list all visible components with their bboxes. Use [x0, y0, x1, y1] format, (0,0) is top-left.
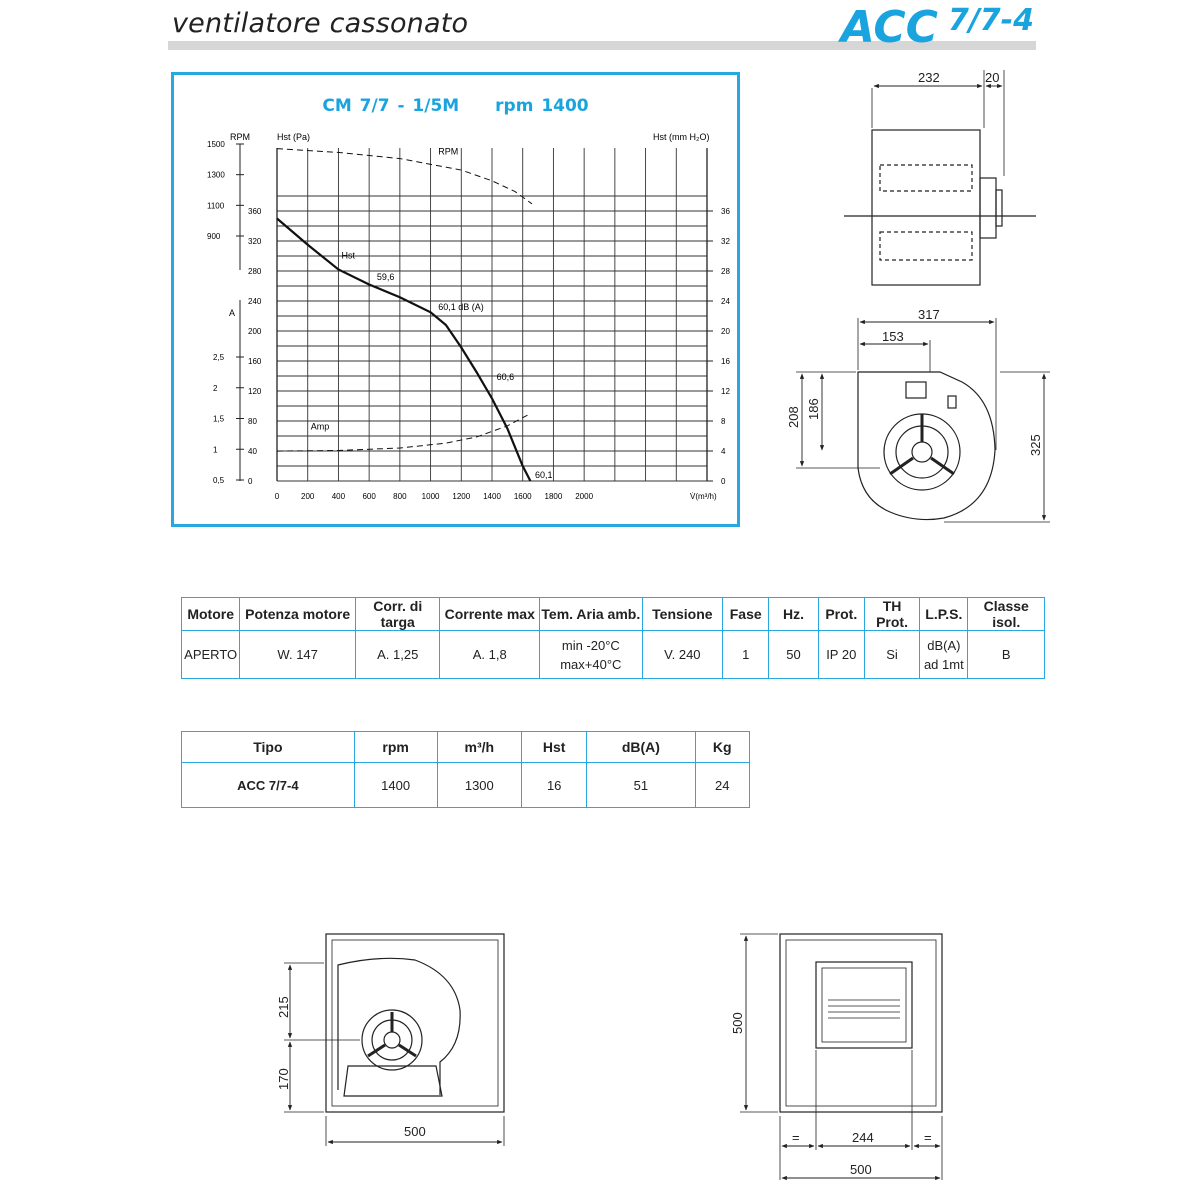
- cell-rpm: 1400: [354, 763, 437, 808]
- dim-20: 20: [985, 70, 1000, 85]
- col-corr-targa: Corr. di targa: [355, 598, 439, 631]
- fan-top-impeller-bottom: [880, 232, 972, 260]
- fan-front-spoke-2: [890, 458, 913, 474]
- cell-fase: 1: [723, 631, 769, 679]
- amp-tick-label: 2: [213, 383, 218, 393]
- col-th-prot: TH Prot.: [864, 598, 919, 631]
- hst-mm-tick-label: 24: [721, 297, 730, 306]
- box-front-view: [284, 934, 504, 1146]
- cell-temp-min: min -20°C: [561, 637, 620, 653]
- x-tick-label: 600: [362, 492, 376, 501]
- hst-mm-tick-label: 20: [721, 327, 730, 336]
- amp-axis-label: A: [229, 308, 236, 318]
- series-rpm-label: RPM: [438, 146, 459, 157]
- hst-mm-tick-label: 0: [721, 477, 726, 486]
- col-db: dB(A): [587, 732, 695, 763]
- cell-kg: 24: [695, 763, 749, 808]
- hst-tick-label: 200: [248, 327, 262, 336]
- chart-annotation: 60,1 dB (A): [438, 302, 484, 312]
- dim-170: 170: [276, 1068, 291, 1090]
- cell-potenza: W. 147: [240, 631, 356, 679]
- box-side-impeller: [828, 1000, 900, 1018]
- dim-eq-left: =: [792, 1130, 800, 1145]
- hst-tick-label: 360: [248, 207, 262, 216]
- box-front-scroll: [338, 958, 460, 1095]
- series-hst-label: Hst: [341, 250, 355, 261]
- series-amp-label: Amp: [310, 421, 330, 432]
- hst-tick-label: 120: [248, 387, 262, 396]
- dim-244: 244: [852, 1130, 874, 1145]
- dim-208: 208: [786, 406, 801, 428]
- model-code-sub: 7/7-4: [947, 3, 1034, 38]
- x-tick-label: 800: [393, 492, 407, 501]
- fan-top-view: [844, 70, 1036, 285]
- x-tick-label: 400: [331, 492, 346, 501]
- fan-front-view: [796, 318, 1050, 522]
- box-front-hub: [384, 1032, 400, 1048]
- cell-lps-distance: ad 1mt: [923, 656, 964, 672]
- hst-mm-tick-label: 16: [721, 357, 730, 366]
- x-tick-label: 0: [274, 492, 280, 501]
- hst-mm-axis-label: Hst (mm H₂O): [653, 132, 710, 142]
- x-tick-label: 1200: [452, 492, 471, 501]
- cell-prot: IP 20: [818, 631, 864, 679]
- x-tick-label: 1400: [483, 492, 501, 501]
- chart-title-motor: CM 7/7 - 1/5M: [322, 96, 460, 116]
- rpm-tick-label: 1300: [207, 170, 225, 180]
- x-tick-label: 1000: [421, 492, 440, 501]
- hst-mm-tick-label: 4: [721, 447, 726, 456]
- col-corrente-max: Corrente max: [440, 598, 540, 631]
- hst-tick-label: 240: [248, 297, 262, 306]
- hst-tick-label: 280: [248, 267, 262, 276]
- dim-500-side: 500: [730, 1012, 745, 1034]
- col-fase: Fase: [723, 598, 769, 631]
- box-side-inner: [786, 940, 936, 1106]
- amp-tick-label: 1: [213, 445, 218, 455]
- fan-front-spoke-3: [931, 458, 954, 474]
- rpm-tick-label: 1500: [207, 140, 225, 149]
- x-tick-label: 2000: [575, 492, 594, 501]
- dim-500-front: 500: [404, 1124, 426, 1139]
- hst-tick-label: 80: [248, 417, 257, 426]
- x-tick-label: 200: [301, 492, 315, 501]
- col-prot: Prot.: [818, 598, 864, 631]
- col-rpm: rpm: [354, 732, 437, 763]
- cell-temp-max: max+40°C: [560, 656, 622, 672]
- cell-corr-targa: A. 1,25: [355, 631, 439, 679]
- box-front-outline: [326, 934, 504, 1112]
- col-classe-isol: Classe isol.: [968, 598, 1045, 631]
- box-side-outlet: [816, 962, 912, 1048]
- col-hz: Hz.: [769, 598, 818, 631]
- cell-lps-db: dB(A): [927, 637, 961, 653]
- amp-tick-label: 1,5: [213, 414, 225, 424]
- col-flow: m³/h: [437, 732, 522, 763]
- cell-th-prot: Si: [864, 631, 919, 679]
- cell-tensione: V. 240: [642, 631, 722, 679]
- amp-tick-label: 2,5: [213, 353, 225, 362]
- dim-186: 186: [806, 398, 821, 420]
- chart-annotation: 60,1: [535, 470, 553, 480]
- hst-pa-axis-label: Hst (Pa): [277, 132, 311, 142]
- dim-325: 325: [1028, 434, 1043, 456]
- fan-front-hub: [912, 442, 932, 462]
- dim-500-bottom: 500: [850, 1162, 872, 1177]
- box-side-view: [740, 934, 942, 1180]
- fan-front-cap: [948, 396, 956, 408]
- dim-eq-right: =: [924, 1130, 932, 1145]
- fan-top-motor: [980, 178, 996, 238]
- cell-flow: 1300: [437, 763, 522, 808]
- cell-motore: APERTO: [182, 631, 240, 679]
- chart-annotation: 60,6: [496, 371, 515, 382]
- box-side-outline: [780, 934, 942, 1112]
- fan-top-impeller-top: [880, 165, 972, 191]
- cell-hst: 16: [522, 763, 587, 808]
- rpm-axis-label: RPM: [230, 132, 250, 142]
- cell-corrente-max: A. 1,8: [440, 631, 540, 679]
- dim-317: 317: [918, 307, 940, 322]
- box-side-outlet-inner: [822, 968, 906, 1042]
- hst-tick-label: 320: [248, 237, 262, 246]
- col-motore: Motore: [182, 598, 240, 631]
- x-tick-label: 1800: [544, 492, 563, 501]
- hst-mm-tick-label: 28: [721, 267, 730, 276]
- col-lps: L.P.S.: [920, 598, 968, 631]
- rpm-tick-label: 900: [207, 232, 221, 241]
- col-tipo: Tipo: [182, 732, 355, 763]
- hst-mm-tick-label: 36: [721, 207, 730, 216]
- col-hst: Hst: [522, 732, 587, 763]
- cell-classe-isol: B: [968, 631, 1045, 679]
- hst-mm-tick-label: 32: [721, 237, 730, 246]
- hst-tick-label: 40: [248, 447, 257, 456]
- cell-db: 51: [587, 763, 695, 808]
- x-axis-label: V̇(m³/h): [690, 492, 717, 501]
- fan-front-terminal: [906, 382, 926, 398]
- box-front-spoke-3: [399, 1045, 416, 1056]
- amp-tick-label: 0,5: [213, 476, 225, 485]
- fan-top-body: [872, 130, 980, 285]
- hst-mm-tick-label: 12: [721, 387, 730, 396]
- hst-tick-label: 0: [248, 477, 253, 486]
- box-front-spoke-2: [368, 1045, 385, 1056]
- rpm-tick-label: 1100: [207, 201, 225, 211]
- dim-215: 215: [276, 996, 291, 1018]
- document-title: ventilatore cassonato: [172, 8, 469, 39]
- hst-mm-tick-label: 8: [721, 417, 726, 426]
- col-potenza: Potenza motore: [240, 598, 356, 631]
- col-tensione: Tensione: [642, 598, 722, 631]
- col-kg: Kg: [695, 732, 749, 763]
- fan-top-flange: [996, 190, 1002, 226]
- dim-153: 153: [882, 329, 904, 344]
- cell-hz: 50: [769, 631, 818, 679]
- cell-tipo: ACC 7/7-4: [182, 763, 355, 808]
- chart-annotation: 59,6: [376, 272, 395, 282]
- box-front-inner: [332, 940, 498, 1106]
- dim-232: 232: [918, 70, 940, 85]
- x-tick-label: 1600: [513, 492, 532, 501]
- col-temp: Tem. Aria amb.: [540, 598, 643, 631]
- model-code-main: ACC: [840, 2, 938, 53]
- hst-tick-label: 160: [248, 357, 262, 366]
- chart-title-rpm: rpm 1400: [495, 96, 589, 116]
